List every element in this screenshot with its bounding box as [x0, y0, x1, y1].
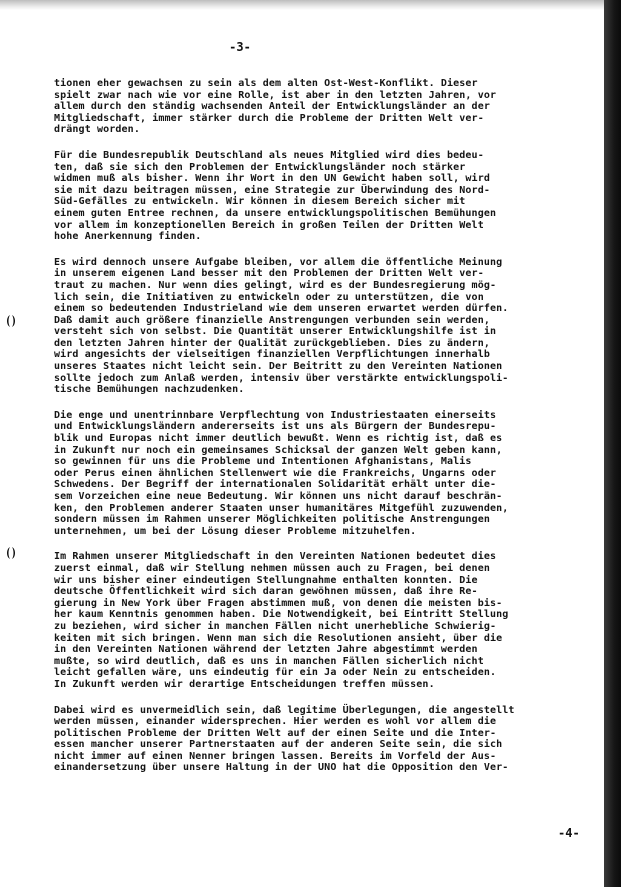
text-line: oder Perus einen ähnlichen Stellenwert wie die Frankreichs, Ungarns oder — [54, 467, 497, 479]
paragraph — [54, 257, 584, 396]
text-line: werden müssen, einander widersprechen. Hier werden es wohl vor allem die — [54, 716, 497, 728]
text-line: lich sein, die Initiativen zu entwickeln oder zu unterstützen, die von — [54, 291, 484, 303]
text-line: tische Bemühungen nachzudenken. — [54, 384, 245, 396]
text-line: deutsche Öffentlichkeit wird sich daran gewöhnen müssen, daß ihre Re- — [54, 586, 478, 598]
text-line: traut zu machen. Nur wenn dies gelingt, wird es der Bundesregierung mög- — [54, 279, 497, 291]
next-page-marker: -4- — [558, 826, 580, 840]
text-line: einem so bedeutenden Industrieland wie dem unseren erwartet werden dürfen. — [54, 303, 509, 315]
text-line: in unserem eigenen Land besser mit den Problemen der Dritten Welt ver- — [54, 268, 484, 280]
text-line: einem guten Entree rechnen, da unsere entwicklungspolitischen Bemühungen — [54, 207, 497, 219]
text-line: spielt zwar nach wie vor eine Rolle, ist aber in den letzten Jahren, vor — [54, 89, 497, 101]
punch-hole-mark — [5, 546, 17, 560]
text-line: essen mancher unserer Partnerstaaten auf der anderen Seite sein, die sich — [54, 739, 503, 751]
text-line: sollte jedoch zum Anlaß werden, intensiv über verstärkte entwicklungspoli- — [54, 372, 509, 384]
text-line: vor allem im konzeptionellen Bereich in großen Teilen der Dritten Welt — [54, 219, 484, 231]
text-line: in den Vereinten Nationen während der letzten Jahre abgestimmt werden — [54, 644, 478, 656]
text-line: gierung in New York über Fragen abstimmen muß, von denen die meisten bis- — [54, 597, 503, 609]
text-line: hohe Anerkennung finden. — [54, 231, 202, 243]
text-line: allem durch den ständig wachsenden Anteil der Entwicklungsländer an der — [54, 101, 490, 113]
text-line: sondern müssen im Rahmen unserer Möglichkeiten politische Anstrengungen — [54, 514, 490, 526]
text-line: keiten mit sich bringen. Wenn man sich die Resolutionen ansieht, über die — [54, 632, 503, 644]
text-line: zu beziehen, wird sicher in manchen Fällen nicht unerhebliche Schwierig- — [54, 620, 497, 632]
text-line: und Entwicklungsländern andererseits ist uns als Bürgern der Bundesrepu- — [54, 421, 497, 433]
text-line: mußte, so wird deutlich, daß es uns in manchen Fällen sicherlich nicht — [54, 655, 484, 667]
scan-dark-edge — [604, 0, 621, 887]
text-line: politischen Probleme der Dritten Welt auf der einen Seite und die Inter- — [54, 727, 497, 739]
paragraph — [54, 78, 584, 136]
body-text — [54, 78, 584, 788]
text-line: drängt worden. — [54, 124, 140, 136]
text-line: Für die Bundesrepublik Deutschland als neues Mitglied wird dies bedeu- — [54, 149, 484, 161]
text-line: versteht sich von selbst. Die Quantität unserer Entwicklungshilfe ist in — [54, 326, 497, 338]
text-line: Süd-Gefälles zu entwickeln. Wir können in diesem Bereich sicher mit — [54, 196, 466, 208]
text-line: den letzten Jahren hinter der Qualität zurückgeblieben. Dies zu ändern, — [54, 337, 490, 349]
text-line: Mitgliedschaft, immer stärker durch die Probleme der Dritten Welt ver- — [54, 112, 484, 124]
paragraph — [54, 705, 584, 775]
page-number: -3- — [229, 40, 251, 54]
paragraph — [54, 150, 584, 243]
text-line: Dabei wird es unvermeidlich sein, daß legitime Überlegungen, die angestellt — [54, 704, 515, 716]
paragraph — [54, 551, 584, 690]
text-line: in Zukunft nur noch ein gemeinsames Schicksal der ganzen Welt geben kann, — [54, 444, 503, 456]
text-line: leicht gefallen wäre, uns eindeutig für ein Ja oder Nein zu entscheiden. — [54, 667, 497, 679]
paragraph — [54, 410, 584, 538]
text-line: Im Rahmen unserer Mitgliedschaft in den Vereinten Nationen bedeutet dies — [54, 551, 497, 563]
text-line: tionen eher gewachsen zu sein als dem alten Ost-West-Konflikt. Dieser — [54, 78, 478, 89]
text-line: blik und Europas nicht immer deutlich bewußt. Wenn es richtig ist, daß es — [54, 433, 503, 445]
text-line: sem Vorzeichen eine neue Bedeutung. Wir können uns nicht darauf beschrän- — [54, 491, 503, 502]
text-line: sie mit dazu beitragen müssen, eine Strategie zur Überwindung des Nord- — [54, 184, 490, 196]
text-line: her kaum Kenntnis genommen haben. Die Notwendigkeit, bei Eintritt Stellung — [54, 609, 509, 621]
text-line: wird angesichts der vielseitigen finanziellen Verpflichtungen innerhalb — [54, 349, 490, 361]
text-line: zuerst einmal, daß wir Stellung nehmen müssen auch zu Fragen, bei denen — [54, 562, 490, 574]
text-line: unseres Staates nicht leicht sein. Der Beitritt zu den Vereinten Nationen — [54, 361, 503, 373]
text-line: wir uns bisher einer eindeutigen Stellungnahme enthalten konnten. Die — [54, 574, 478, 586]
text-line: Schwedens. Der Begriff der internationalen Solidarität erhält unter die- — [54, 479, 497, 491]
text-line: nicht immer auf einen Nenner bringen lassen. Bereits im Vorfeld der Aus- — [54, 750, 497, 762]
text-line: Es wird dennoch unsere Aufgabe bleiben, vor allem die öffentliche Meinung — [54, 256, 503, 268]
text-line: In Zukunft werden wir derartige Entscheidungen treffen müssen. — [54, 678, 435, 690]
text-line: unternehmen, um bei der Lösung dieser Probleme mitzuhelfen. — [54, 525, 417, 537]
text-line: Daß damit auch größere finanzielle Anstrengungen verbunden sein werden, — [54, 314, 490, 326]
text-line: ten, daß sie sich den Problemen der Entwicklungsländer noch stärker — [54, 161, 466, 173]
text-line: ken, den Problemen anderer Staaten unser humanitäres Mitgefühl zuzuwenden, — [54, 502, 509, 514]
scan-top-shadow — [0, 0, 604, 10]
punch-hole-mark — [5, 314, 17, 328]
text-line: so gewinnen für uns die Probleme und Intentionen Afghanistans, Malis — [54, 456, 472, 468]
text-line: einandersetzung über unsere Haltung in der UNO hat die Opposition den Ver- — [54, 762, 509, 774]
text-line: Die enge und unentrinnbare Verpflechtung von Industriestaaten einerseits — [54, 409, 497, 421]
text-line: widmen muß als bisher. Wenn ihr Wort in den UN Gewicht haben soll, wird — [54, 173, 490, 185]
